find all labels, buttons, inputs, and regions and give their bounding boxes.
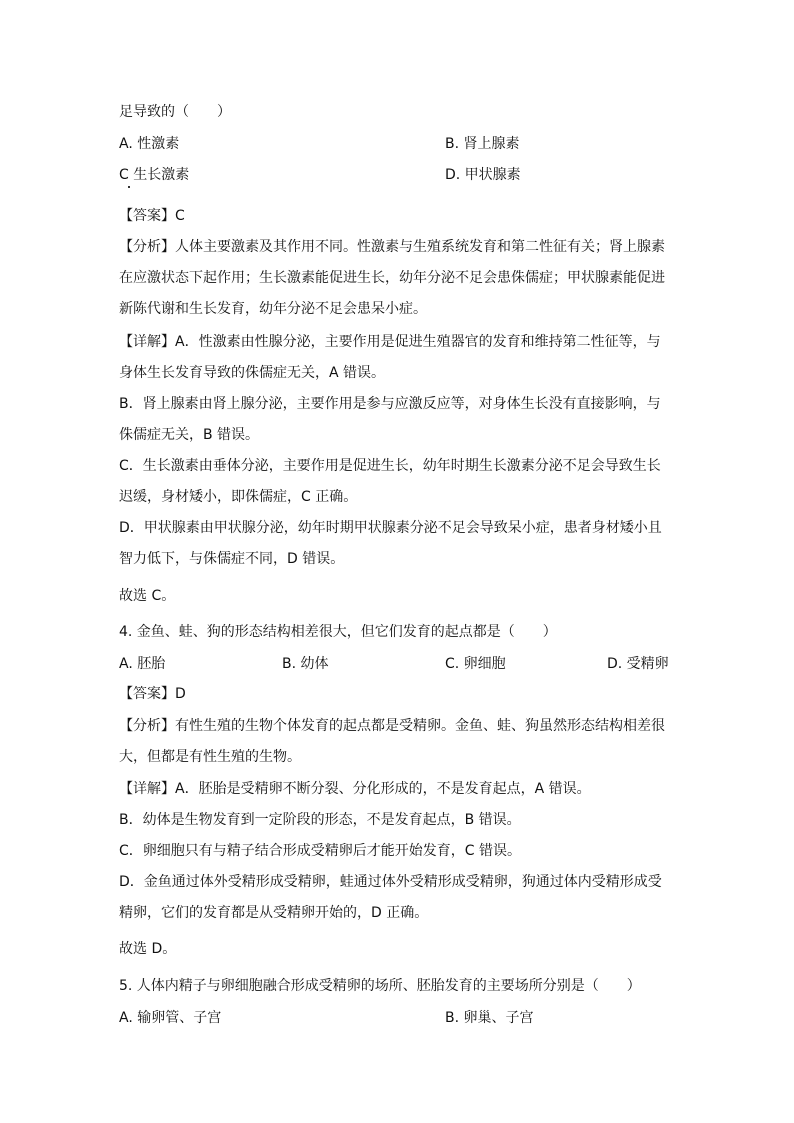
q4-detail-line-2: B．幼体是生物发育到一定阶段的形态，不是发育起点，B 错误。 bbox=[119, 812, 521, 828]
q4-answer: 【答案】D bbox=[119, 686, 186, 702]
q4-detail-line-1: 【详解】A．胚胎是受精卵不断分裂、分化形成的，不是发育起点，A 错误。 bbox=[119, 781, 591, 797]
q3-option-d: D. 甲状腺素 bbox=[445, 167, 521, 183]
q3-detail-line-6: 迟缓，身材矮小，即侏儒症，C 正确。 bbox=[119, 489, 358, 505]
q3-option-b: B. 肾上腺素 bbox=[445, 136, 520, 152]
q3-option-c: C 生长激素 bbox=[119, 167, 190, 183]
q4-option-c: C. 卵细胞 bbox=[445, 656, 506, 672]
q4-detail-line-3: C．卵细胞只有与精子结合形成受精卵后才能开始发育，C 错误。 bbox=[119, 843, 521, 859]
q3-analysis-line-2: 在应激状态下起作用；生长激素能促进生长，幼年分泌不足会患侏儒症；甲状腺素能促进 bbox=[119, 270, 665, 286]
q5-stem: 5. 人体内精子与卵细胞融合形成受精卵的场所、胚胎发育的主要场所分别是（ ） bbox=[119, 978, 641, 994]
q4-option-a: A. 胚胎 bbox=[119, 656, 166, 672]
q3-option-a: A. 性激素 bbox=[119, 136, 180, 152]
q3-detail-line-5: C．生长激素由垂体分泌，主要作用是促进生长，幼年时期生长激素分泌不足会导致生长 bbox=[119, 458, 661, 474]
q3-stem-tail: 足导致的（ ） bbox=[119, 104, 231, 120]
q4-option-b: B. 幼体 bbox=[282, 656, 329, 672]
q3-detail-line-4: 侏儒症无关，B 错误。 bbox=[119, 427, 260, 443]
q4-detail-line-4: D．金鱼通过体外受精形成受精卵，蛙通过体外受精形成受精卵，狗通过体内受精形成受 bbox=[119, 874, 662, 890]
q4-detail-line-5: 精卵，它们的发育都是从受精卵开始的，D 正确。 bbox=[119, 905, 429, 921]
q4-option-d: D. 受精卵 bbox=[607, 656, 669, 672]
q5-option-b: B. 卵巢、子宫 bbox=[445, 1010, 534, 1026]
q3-conclusion: 故选 C。 bbox=[119, 588, 176, 604]
q3-detail-line-8: 智力低下，与侏儒症不同，D 错误。 bbox=[119, 551, 345, 567]
q4-analysis-line-1: 【分析】有性生殖的生物个体发育的起点都是受精卵。金鱼、蛙、狗虽然形态结构相差很 bbox=[119, 718, 665, 734]
q3-detail-line-1: 【详解】A．性激素由性腺分泌，主要作用是促进生殖器官的发育和维持第二性征等，与 bbox=[119, 334, 661, 350]
q4-conclusion: 故选 D。 bbox=[119, 941, 177, 957]
q3-analysis-line-3: 新陈代谢和生长发育，幼年分泌不足会患呆小症。 bbox=[119, 301, 427, 317]
q3-detail-line-3: B．肾上腺素由肾上腺分泌，主要作用是参与应激反应等，对身体生长没有直接影响，与 bbox=[119, 396, 661, 412]
q4-analysis-line-2: 大，但都是有性生殖的生物。 bbox=[119, 749, 301, 765]
stray-dot-mark bbox=[128, 186, 130, 188]
q3-detail-line-7: D．甲状腺素由甲状腺分泌，幼年时期甲状腺素分泌不足会导致呆小症，患者身材矮小且 bbox=[119, 520, 662, 536]
q4-stem: 4. 金鱼、蛙、狗的形态结构相差很大，但它们发育的起点都是（ ） bbox=[119, 624, 557, 640]
q3-detail-line-2: 身体生长发育导致的侏儒症无关，A 错误。 bbox=[119, 365, 386, 381]
q3-analysis-line-1: 【分析】人体主要激素及其作用不同。性激素与生殖系统发育和第二性征有关；肾上腺素 bbox=[119, 239, 665, 255]
q5-option-a: A. 输卵管、子宫 bbox=[119, 1010, 222, 1026]
q3-answer: 【答案】C bbox=[119, 208, 185, 224]
